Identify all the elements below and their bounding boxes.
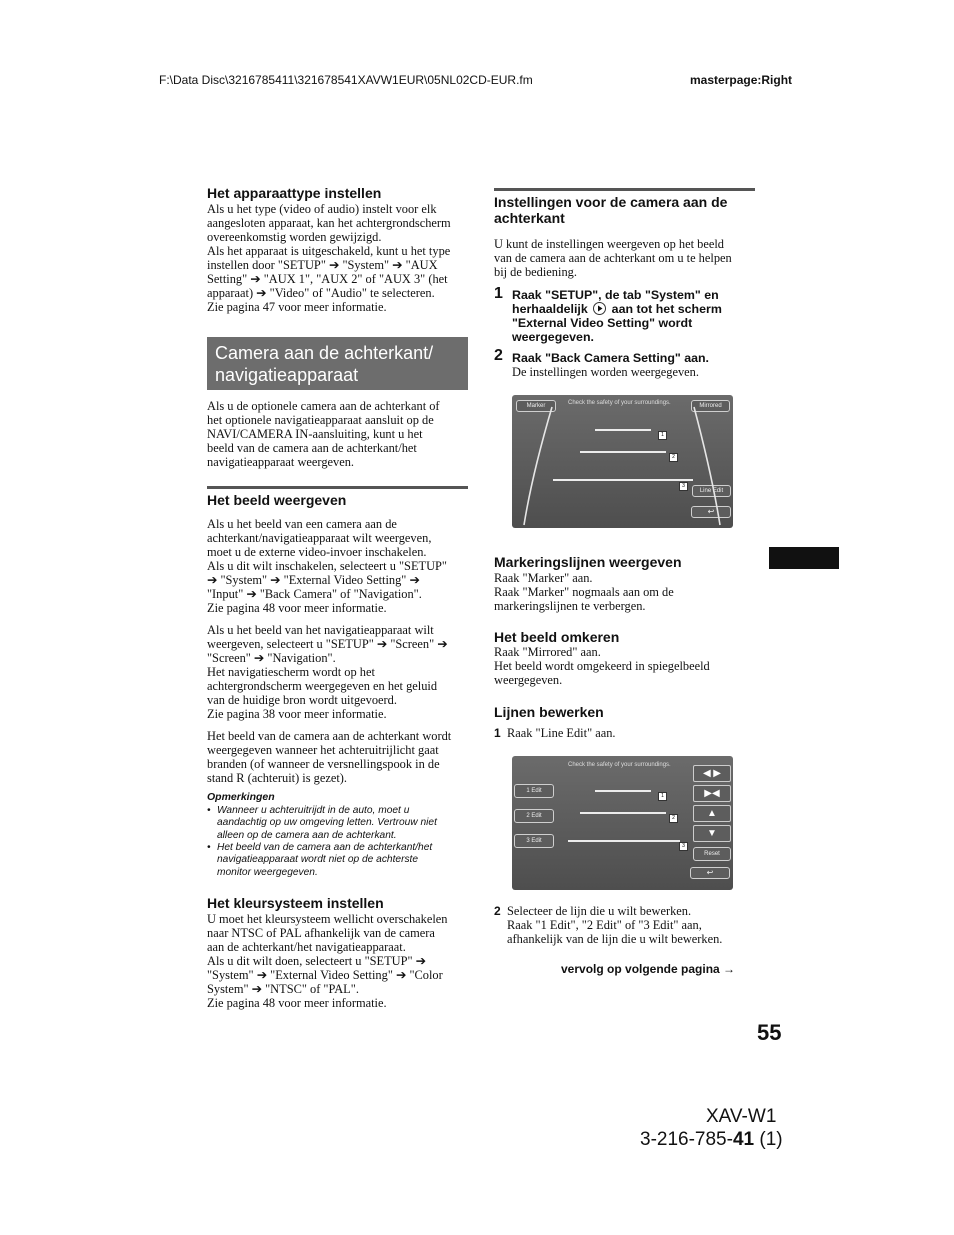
text-line: achtergrondscherm weergegeven en het geluid — [207, 679, 438, 693]
text-line: Het beeld van de camera aan de achterkant wordt — [207, 729, 452, 743]
title-line: Instellingen voor de camera aan de — [494, 194, 728, 210]
text-line: Als u dit wilt inschakelen, selecteert u "SETUP" — [207, 559, 447, 573]
bullet-icon: • — [207, 842, 211, 853]
text-line: overeenkomstig worden gewijzigd. — [207, 230, 382, 244]
marker-button[interactable]: Marker — [516, 400, 556, 412]
text-line: weergeven, selecteert u "SETUP" ➔ "Screen" ➔ — [207, 637, 448, 651]
text-line: Als u dit wilt doen, selecteert u "SETUP" ➔ — [207, 954, 427, 968]
text-line: Raak "SETUP", de tab "System" en — [512, 288, 719, 302]
intro-text — [207, 399, 472, 469]
text-line: Raak "1 Edit", "2 Edit" of "3 Edit" aan, — [507, 918, 702, 932]
text-line: Het beeld van de camera aan de achterkant/het — [217, 842, 433, 853]
text-line: U kunt de instellingen weergeven op het beeld — [494, 237, 724, 251]
text-line: instellen door "SETUP" ➔ "System" ➔ "AUX — [207, 258, 438, 272]
marker-label-1: 1 — [658, 431, 667, 440]
text-line: stand R (achteruit) is gezet). — [207, 771, 348, 785]
section-rule — [207, 486, 468, 489]
edit-step-2-text — [507, 904, 757, 946]
step-number: 2 — [494, 904, 501, 918]
device-type-text — [207, 202, 472, 314]
text-line: Zie pagina 47 voor meer informatie. — [207, 300, 387, 314]
continued-note: vervolg op volgende pagina → — [561, 962, 736, 976]
page-number: 55 — [757, 1020, 782, 1045]
text-line: Zie pagina 38 voor meer informatie. — [207, 707, 387, 721]
text-line: Raak "Mirrored" aan. — [494, 645, 601, 659]
text-line: bij de bediening. — [494, 265, 577, 279]
section-title-camera-settings — [494, 194, 727, 226]
marker-label-2: 2 — [669, 453, 678, 462]
note-2 — [207, 842, 469, 879]
section-title-mirror: Het beeld omkeren — [494, 629, 620, 645]
text-line: branden (of wanneer de versnellingspook in de — [207, 757, 440, 771]
text-line: navigatieapparaat weergeven. — [207, 455, 354, 469]
edit-2-button[interactable]: 2 Edit — [514, 809, 554, 823]
text-line: afhankelijk van de lijn die u wilt bewerken. — [507, 932, 723, 946]
part-number-prefix: 3-216-785- — [640, 1129, 733, 1150]
step-1-text — [512, 288, 762, 344]
text-line: van de camera aan de achterkant om u te helpen — [494, 251, 732, 265]
chapter-tab — [769, 547, 839, 569]
text-line: Als het apparaat is uitgeschakeld, kunt u het type — [207, 244, 451, 258]
text-span: herhaaldelijk — [512, 302, 588, 316]
text-line: navigatieapparaat wordt niet op de achterste — [217, 854, 419, 866]
model-name: XAV-W1 — [706, 1106, 777, 1127]
mirror-text — [494, 645, 759, 687]
text-line: U moet het kleursysteem wellicht overschakelen — [207, 912, 448, 926]
move-up-button[interactable]: ▲ — [693, 805, 731, 822]
text-line: Als u het beeld van een camera aan de — [207, 517, 397, 531]
marker-label-1: 1 — [658, 792, 667, 801]
move-down-button[interactable]: ▼ — [693, 825, 731, 842]
bullet-icon: • — [207, 805, 211, 816]
line-edit-screen — [512, 756, 733, 890]
step-number: 2 — [494, 347, 503, 364]
text-line: weergegeven. — [494, 673, 563, 687]
edit-1-button[interactable]: 1 Edit — [514, 784, 554, 798]
text-line: Als u het type (video of audio) instelt voor elk — [207, 202, 437, 216]
text-line — [512, 302, 762, 316]
text-line: beeld van de camera aan de achterkant/het — [207, 441, 417, 455]
safety-caption: Check the safety of your surroundings. — [568, 400, 671, 406]
text-line: Zie pagina 48 voor meer informatie. — [207, 601, 387, 615]
guide-curves — [512, 395, 733, 528]
text-line: het optionele navigatieapparaat aansluit op de — [207, 413, 434, 427]
step-number: 1 — [494, 285, 503, 302]
text-line: alleen op de camera aan de achterkant. — [217, 829, 397, 841]
text-line: weergegeven. — [512, 330, 594, 344]
step-number: 1 — [494, 726, 501, 740]
masterpage-label: masterpage:Right — [690, 73, 793, 87]
text-line: weergegeven wanneer het achteruitrijlicht gaat — [207, 743, 439, 757]
marker-line-2 — [580, 812, 666, 814]
text-line: Als u de optionele camera aan de achterkant of — [207, 399, 440, 413]
step-2-subtext: De instellingen worden weergegeven. — [512, 365, 699, 379]
text-line: Raak "Marker" aan. — [494, 571, 593, 585]
text-line: apparaat) ➔ "Video" of "Audio" te selecteren. — [207, 286, 435, 300]
safety-caption: Check the safety of your surroundings. — [568, 762, 671, 768]
section-title-color-system: Het kleursysteem instellen — [207, 895, 384, 911]
text-line: ➔ "System" ➔ "External Video Setting" ➔ — [207, 573, 420, 587]
text-line: Wanneer u achteruitrijdt in de auto, moet u — [217, 805, 410, 816]
chapter-heading-line: navigatieapparaat — [215, 365, 359, 385]
chapter-heading-box — [207, 337, 468, 390]
text-line: Het navigatiescherm wordt op het — [207, 665, 375, 679]
line-edit-button[interactable]: Line Edit — [692, 485, 731, 497]
section-title-marker-lines: Markeringslijnen weergeven — [494, 554, 682, 570]
text-line: Het beeld wordt omgekeerd in spiegelbeeld — [494, 659, 710, 673]
marker-label-3: 3 — [679, 842, 688, 851]
camera-settings-intro — [494, 237, 759, 279]
section-title-edit-lines: Lijnen bewerken — [494, 704, 604, 720]
text-line: aandachtig op uw omgeving letten. Vertrouw niet — [217, 817, 437, 829]
text-line: Raak "Marker" nogmaals aan om de — [494, 585, 674, 599]
text-line: aangesloten apparaat, kan het achtergrondscherm — [207, 216, 451, 230]
text-line: markeringslijnen te verbergen. — [494, 599, 646, 613]
text-line: "Screen" ➔ "Navigation". — [207, 651, 336, 665]
text-line: NAVI/CAMERA IN-aansluiting, kunt u het — [207, 427, 423, 441]
text-line: Selecteer de lijn die u wilt bewerken. — [507, 904, 692, 918]
marker-lines-text — [494, 571, 759, 613]
text-line: moet u de externe video-invoer inschakelen. — [207, 545, 427, 559]
section-rule — [494, 188, 755, 191]
edit-step-1-text: Raak "Line Edit" aan. — [507, 726, 616, 740]
step-2-text: Raak "Back Camera Setting" aan. — [512, 351, 710, 365]
text-line: Setting" ➔ "AUX 1", "AUX 2" of "AUX 3" (het — [207, 272, 448, 286]
chapter-heading-line: Camera aan de achterkant/ — [215, 343, 434, 363]
text-line: naar NTSC of PAL afhankelijk van de camera — [207, 926, 435, 940]
text-line: Als u het beeld van het navigatieapparaat wilt — [207, 623, 434, 637]
move-horizontal-button[interactable]: ◀ ▶ — [693, 765, 731, 782]
text-span: aan tot het scherm — [611, 302, 722, 316]
marker-line-1 — [595, 790, 651, 792]
marker-line-3 — [568, 840, 680, 842]
text-line: achterkant/navigatieapparaat wilt weergeven, — [207, 531, 432, 545]
text-line: "Input" ➔ "Back Camera" of "Navigation". — [207, 587, 422, 601]
text-line: van de huidige bron wordt uitgevoerd. — [207, 693, 397, 707]
part-number-bold: 41 — [732, 1129, 755, 1150]
show-image-text-1 — [207, 517, 472, 615]
part-number-suffix: (1) — [754, 1129, 783, 1150]
text-line: Zie pagina 48 voor meer informatie. — [207, 996, 387, 1010]
part-number — [640, 1129, 783, 1151]
edit-3-button[interactable]: 3 Edit — [514, 834, 554, 848]
note-1 — [207, 805, 469, 842]
back-camera-screen — [512, 395, 733, 528]
notes-title: Opmerkingen — [207, 791, 275, 803]
shrink-horizontal-button[interactable]: ▶◀ — [693, 785, 731, 802]
text-line: "System" ➔ "External Video Setting" ➔ "Color — [207, 968, 443, 982]
text-line: monitor weergegeven. — [217, 866, 318, 878]
text-line: "External Video Setting" wordt — [512, 316, 693, 330]
title-line: achterkant — [494, 210, 565, 226]
section-title-device-type: Het apparaattype instellen — [207, 185, 382, 201]
marker-label-3: 3 — [679, 482, 688, 491]
mirrored-button[interactable]: Mirrored — [691, 400, 730, 412]
marker-label-2: 2 — [669, 814, 678, 823]
file-path: F:\Data Disc\3216785411\321678541XAVW1EUR\05NL02CD-EUR.fm — [159, 73, 533, 87]
color-system-text — [207, 912, 472, 1010]
text-line: aan de achterkant/het navigatieapparaat. — [207, 940, 406, 954]
section-title-show-image: Het beeld weergeven — [207, 492, 347, 508]
reset-button[interactable]: Reset — [693, 847, 731, 861]
show-image-text-2 — [207, 623, 472, 721]
back-button[interactable]: ↩ — [690, 867, 730, 879]
show-image-text-3 — [207, 729, 472, 785]
back-button[interactable]: ↩ — [691, 506, 731, 518]
play-icon — [593, 302, 606, 315]
text-line: System" ➔ "NTSC" of "PAL". — [207, 982, 359, 996]
